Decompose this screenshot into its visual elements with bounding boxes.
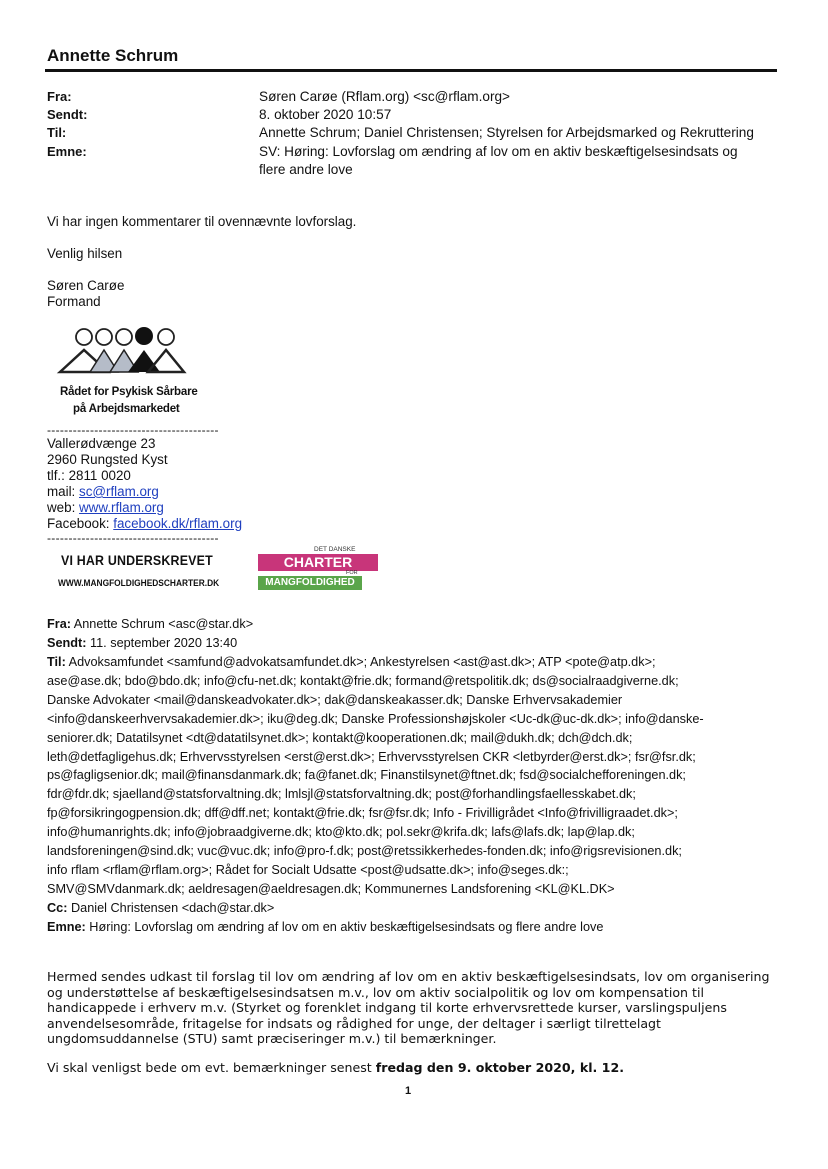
page-title: Annette Schrum	[47, 46, 179, 65]
subject-label: Emne:	[47, 144, 87, 159]
from-value: Søren Carøe (Rflam.org) <sc@rflam.org>	[259, 89, 510, 104]
original-from	[47, 615, 782, 634]
signature-phone: tlf.: 2811 0020	[47, 468, 131, 483]
logo-text-line2: på Arbejdsmarkedet	[73, 403, 180, 415]
signature-mail-row	[47, 484, 159, 499]
from-label: Fra:	[47, 89, 72, 104]
charter-logo	[258, 546, 378, 590]
charter-det-danske: DET DANSKE	[314, 546, 356, 553]
original-to-line: fdr@fdr.dk; sjaelland@statsforvaltning.dk; lmlsjl@statsforvaltning.dk; post@forhandlingsfaellesskabet.dk;	[47, 787, 636, 802]
body-line: Hermed sendes udkast til forslag til lov om ændring af lov om en aktiv beskæftigelsesindsats, lov om organisering	[47, 969, 770, 984]
charter-for: FOR	[346, 570, 358, 576]
signature-facebook-link[interactable]: facebook.dk/rflam.org	[113, 516, 243, 531]
original-subject	[47, 918, 782, 937]
signature-divider-top: ----------------------------------------	[47, 423, 219, 437]
deadline-prefix: Vi skal venligst bede om evt. bemærkninger senest	[47, 1060, 376, 1075]
signature-facebook-row	[47, 516, 242, 531]
title-rule	[45, 69, 777, 72]
charter-mangfoldighed: MANGFOLDIGHED	[258, 576, 362, 590]
signature-city: 2960 Rungsted Kyst	[47, 452, 168, 467]
original-subject-value: Høring: Lovforslag om ændring af lov om en aktiv beskæftigelsesindsats og flere andre love	[85, 920, 604, 934]
original-from-label: Fra:	[47, 617, 71, 631]
signature-web-label: web:	[47, 500, 80, 515]
original-to-label: Til:	[47, 655, 66, 669]
deadline-date: fredag den 9. oktober 2020, kl. 12.	[375, 1060, 624, 1075]
original-cc-label: Cc:	[47, 901, 68, 915]
signature-web-row	[47, 500, 164, 515]
original-sent	[47, 634, 782, 653]
original-sent-label: Sendt:	[47, 636, 87, 650]
banner-signed-text: VI HAR UNDERSKREVET	[61, 553, 213, 568]
original-to-line: <info@danskeerhvervsakademier.dk>; iku@deg.dk; Danske Professionshøjskoler <Uc-dk@uc-dk.dk>; info@danske-	[47, 711, 704, 726]
sent-value: 8. oktober 2020 10:57	[259, 107, 392, 122]
reply-greeting: Venlig hilsen	[47, 246, 123, 261]
body-line: ungdomsuddannelse (STU) samt præciseringer m.v.) til bemærkninger.	[47, 1031, 497, 1046]
original-to-line: leth@detfagligehus.dk; Erhvervsstyrelsen <erst@erst.dk>; Erhvervsstyrelsen CKR <letbyrder@erst.dk>; fsr@fsr.dk;	[47, 749, 696, 764]
signature-web-link[interactable]: www.rflam.org	[79, 500, 164, 515]
original-to-line: ps@fagligsenior.dk; mail@finansdanmark.dk; fa@fanet.dk; Finanstilsynet@ftnet.dk; fsd@socialchefforeningen.dk;	[47, 768, 686, 783]
reply-name: Søren Carøe	[47, 278, 125, 293]
to-value: Annette Schrum; Daniel Christensen; Styrelsen for Arbejdsmarked og Rekruttering	[259, 125, 754, 140]
signature-mail-link[interactable]: sc@rflam.org	[79, 484, 159, 499]
body-line: handicappede i erhverv m.v. (Styrket og forenklet indgang til korte erhvervsrettede kurser, varslingspuljens	[47, 1000, 727, 1015]
body-line: og understøttelse af beskæftigelsesindsatsen m.v., lov om aktiv socialpolitik og lov om kompensation til	[47, 984, 704, 1000]
to-label: Til:	[47, 125, 67, 140]
original-to-line: landsforeningen@sind.dk; vuc@vuc.dk; info@pro-f.dk; post@retssikkerhedes-fonden.dk; info@rigsrevisionen.dk;	[47, 844, 682, 859]
original-to-line: ase@ase.dk; bdo@bdo.dk; info@cfu-net.dk; kontakt@frie.dk; formand@retspolitik.dk; ds@socialraadgiverne.dk;	[47, 673, 679, 688]
banner-url: WWW.MANGFOLDIGHEDSCHARTER.DK	[58, 578, 220, 589]
original-to-line: info rflam <rflam@rflam.org>; Rådet for Socialt Udsatte <post@udsatte.dk>; info@seges.dk:;	[47, 862, 569, 877]
charter-title: CHARTER	[258, 554, 378, 571]
rflam-logo	[55, 324, 195, 376]
reply-role: Formand	[47, 294, 101, 309]
original-to-line: Danske Advokater <mail@danskeadvokater.dk>; dak@danskeakasser.dk; Danske Erhvervsakademier	[47, 692, 623, 707]
body-line: anvendelsesområde, fritagelse for indsats og rådighed for unge, der deltager i særligt tilrettelagt	[47, 1015, 661, 1031]
original-to-line: info@humanrights.dk; info@jobraadgiverne.dk; kto@kto.dk; pol.sekr@krifa.dk; lafs@lafs.dk; lap@lap.dk;	[47, 825, 635, 840]
original-to-line: fp@forsikringogpension.dk; dff@dff.net; kontakt@frie.dk; fsr@fsr.dk; Info - Frivilligrådet <Info@frivilligraadet.dk>;	[47, 806, 678, 821]
original-from-value: Annette Schrum <asc@star.dk>	[70, 617, 254, 631]
deadline-text	[47, 1060, 787, 1076]
signature-street: Vallerødvænge 23	[47, 436, 156, 451]
original-to	[47, 653, 782, 899]
reply-text: Vi har ingen kommentarer til ovennævnte lovforslag.	[47, 214, 357, 229]
subject-value: SV: Høring: Lovforslag om ændring af lov om en aktiv beskæftigelsesindsats og flere andre love	[259, 144, 738, 177]
signature-mail-label: mail:	[47, 484, 79, 499]
signature-facebook-label: Facebook:	[47, 516, 114, 531]
signature-divider-bottom: ----------------------------------------	[47, 531, 219, 545]
logo-text-line1: Rådet for Psykisk Sårbare	[60, 386, 198, 398]
original-cc-value: Daniel Christensen <dach@star.dk>	[67, 901, 275, 915]
original-to-line: SMV@SMVdanmark.dk; aeldresagen@aeldresagen.dk; Kommunernes Landsforening <KL@KL.DK>	[47, 881, 615, 896]
original-to-line: seniorer.dk; Datatilsynet <dt@datatilsynet.dk>; kontakt@kooperationen.dk; mail@dukh.dk; dch@dch.dk;	[47, 730, 633, 745]
original-to-line: Advoksamfundet <samfund@advokatsamfundet.dk>; Ankestyrelsen <ast@ast.dk>; ATP <pote@atp.dk>;	[65, 655, 656, 669]
original-sent-value: 11. september 2020 13:40	[86, 636, 238, 650]
page-number: 1	[405, 1085, 412, 1097]
original-subject-label: Emne:	[47, 920, 86, 934]
body-paragraph	[47, 969, 787, 1047]
sent-label: Sendt:	[47, 107, 88, 122]
original-cc	[47, 899, 782, 918]
